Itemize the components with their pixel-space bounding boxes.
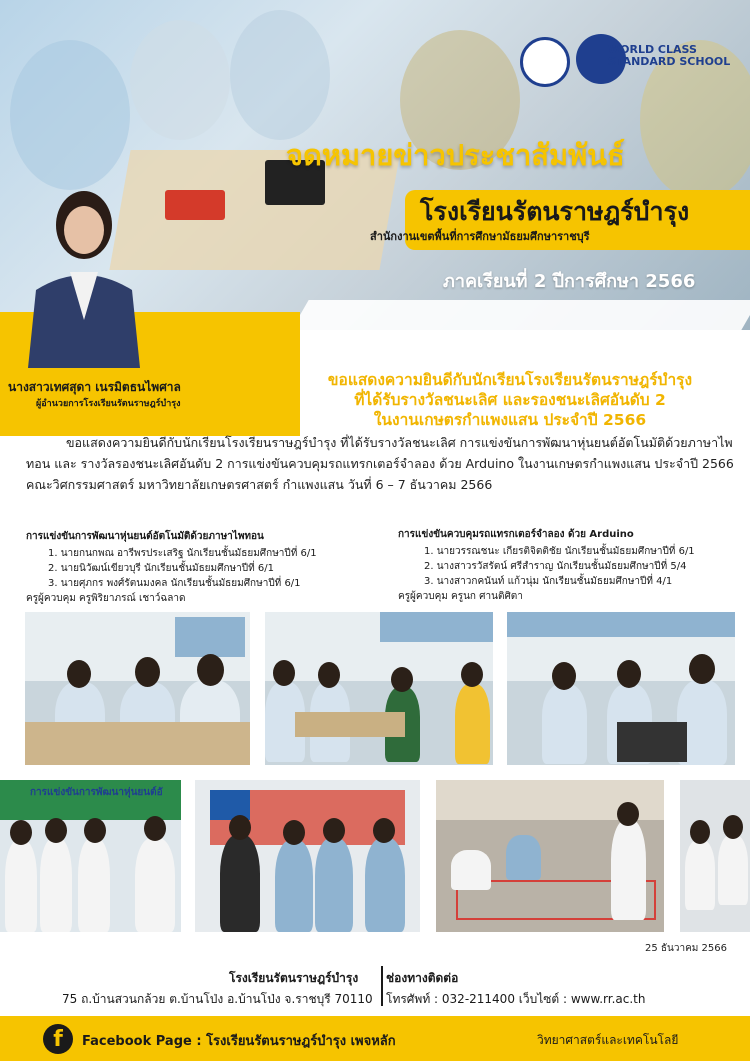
footer-school-name: โรงเรียนรัตนราษฎร์บำรุง — [229, 971, 359, 985]
list-title: การแข่งขันควบคุมรถแทรกเตอร์จำลอง ด้วย Arduino — [398, 529, 634, 540]
education-office: สำนักงานเขตพื้นที่การศึกษามัธยมศึกษาราชบุรี — [370, 230, 590, 243]
world-class-logo-text: WORLD CLASS STANDARD SCHOOL — [608, 43, 731, 68]
intro-paragraph: ขอแสดงความยินดีกับนักเรียนโรงเรียนราษฎร์บำรุง ที่ได้รับรางวัลชนะเลิศ การแข่งขันการพัฒนาหุ่นยนต์อัตโนมัติด้วยภาษาไพทอน และ รางวัลรองชนะเลิศอันดับ 2 การแข่งขันควบคุมรถแทรกเตอร์จำลอง ด้วย Arduino ในงานเกษตรกำแพงแสน ประจำปี 2566 คณะวิศกรรมศาสตร์ มหาวิทยาลัยเกษตรศาสตร์ กำแพงแสน วันที่ 6 – 7 ธันวาคม 2566 — [26, 435, 734, 492]
footer-contact-title: ช่องทางติดต่อ — [386, 971, 459, 985]
photo-competition-1 — [25, 612, 250, 765]
photo-banner-text: การแข่งขันการพัฒนาหุ่นยนต์อั — [30, 787, 163, 798]
teacher-line: ครูผู้ควบคุม ครูนก ศานติศิตา — [398, 591, 523, 602]
list-item: 3. นางสาวกคนันท์ แก้วนุ่ม นักเรียนชั้นมัธยมศึกษาปีที่ 4/1 — [424, 576, 673, 587]
list-item: 1. นายวรรณชนะ เกียรติจิตติชัย นักเรียนชั้นมัธยมศึกษาปีที่ 6/1 — [424, 546, 695, 557]
teacher-line: ครูผู้ควบคุม ครูพิริยาภรณ์ เชาว์ฉลาด — [26, 593, 186, 604]
list-item: 2. นายนิวัฒน์เขียวบุรี นักเรียนชั้นมัธยมศึกษาปีที่ 6/1 — [48, 563, 274, 574]
newsletter-headline: จดหมายข่าวประชาสัมพันธ์ — [286, 138, 625, 172]
school-name: โรงเรียนรัตนราษฎร์บำรุง — [420, 197, 690, 226]
photo-competition-2 — [265, 612, 493, 765]
list-title: การแข่งขันการพัฒนาหุ่นยนต์อัตโนมัติด้วยภาษาไพทอน — [26, 531, 264, 542]
congratulations-heading: ขอแสดงความยินดีกับนักเรียนโรงเรียนรัตนราษฎร์บำรุง ที่ได้รับรางวัลชนะเลิศ และรองชนะเลิศอันดับ 2 ในงานเกษตรกำแพงแสน ประจำปี 2566 — [327, 371, 693, 429]
photo-award-group-2 — [195, 780, 420, 932]
director-name: นางสาวเทศสุดา เนรมิตธนไพศาล — [8, 380, 181, 394]
arduino-tractor-list — [398, 527, 695, 604]
list-item: 3. นายศุภกร พงศ์รัตนมงคล นักเรียนชั้นมัธยมศึกษาปีที่ 6/1 — [48, 578, 301, 589]
footer-divider — [381, 966, 383, 1006]
photo-students-partial — [680, 780, 750, 932]
newsletter-date: 25 ธันวาคม 2566 — [645, 943, 727, 954]
school-emblem-logo — [520, 37, 570, 87]
list-item: 2. นางสาวรวัสรัตน์ ศรีสำราญ นักเรียนชั้นมัธยมศึกษาปีที่ 5/4 — [424, 561, 687, 572]
photo-competition-3 — [507, 612, 735, 765]
list-item: 1. นายกนกพณ อารีพรประเสริฐ นักเรียนชั้นมัธยมศึกษาปีที่ 6/1 — [48, 548, 317, 559]
photo-tractor-track — [436, 780, 664, 932]
facebook-page-link[interactable]: Facebook Page : โรงเรียนรัตนราษฎร์บำรุง เพจหลัก — [82, 1034, 396, 1049]
department-name: วิทยาศาสตร์และเทคโนโลยี — [537, 1033, 679, 1047]
footer-contact: โทรศัพท์ : 032-211400 เว็บไซต์ : www.rr.ac.th — [386, 992, 646, 1006]
director-photo — [18, 180, 150, 368]
footer-address: 75 ถ.บ้านสวนกล้วย ต.บ้านโป่ง อ.บ้านโป่ง จ.ราชบุรี 70110 — [62, 992, 373, 1006]
photo-award-group-1 — [0, 780, 181, 932]
director-title: ผู้อำนวยการโรงเรียนรัตนราษฎร์บำรุง — [36, 399, 181, 409]
python-robot-list — [26, 529, 317, 606]
academic-term: ภาคเรียนที่ 2 ปีการศึกษา 2566 — [443, 271, 696, 292]
facebook-icon[interactable]: f — [43, 1024, 73, 1054]
